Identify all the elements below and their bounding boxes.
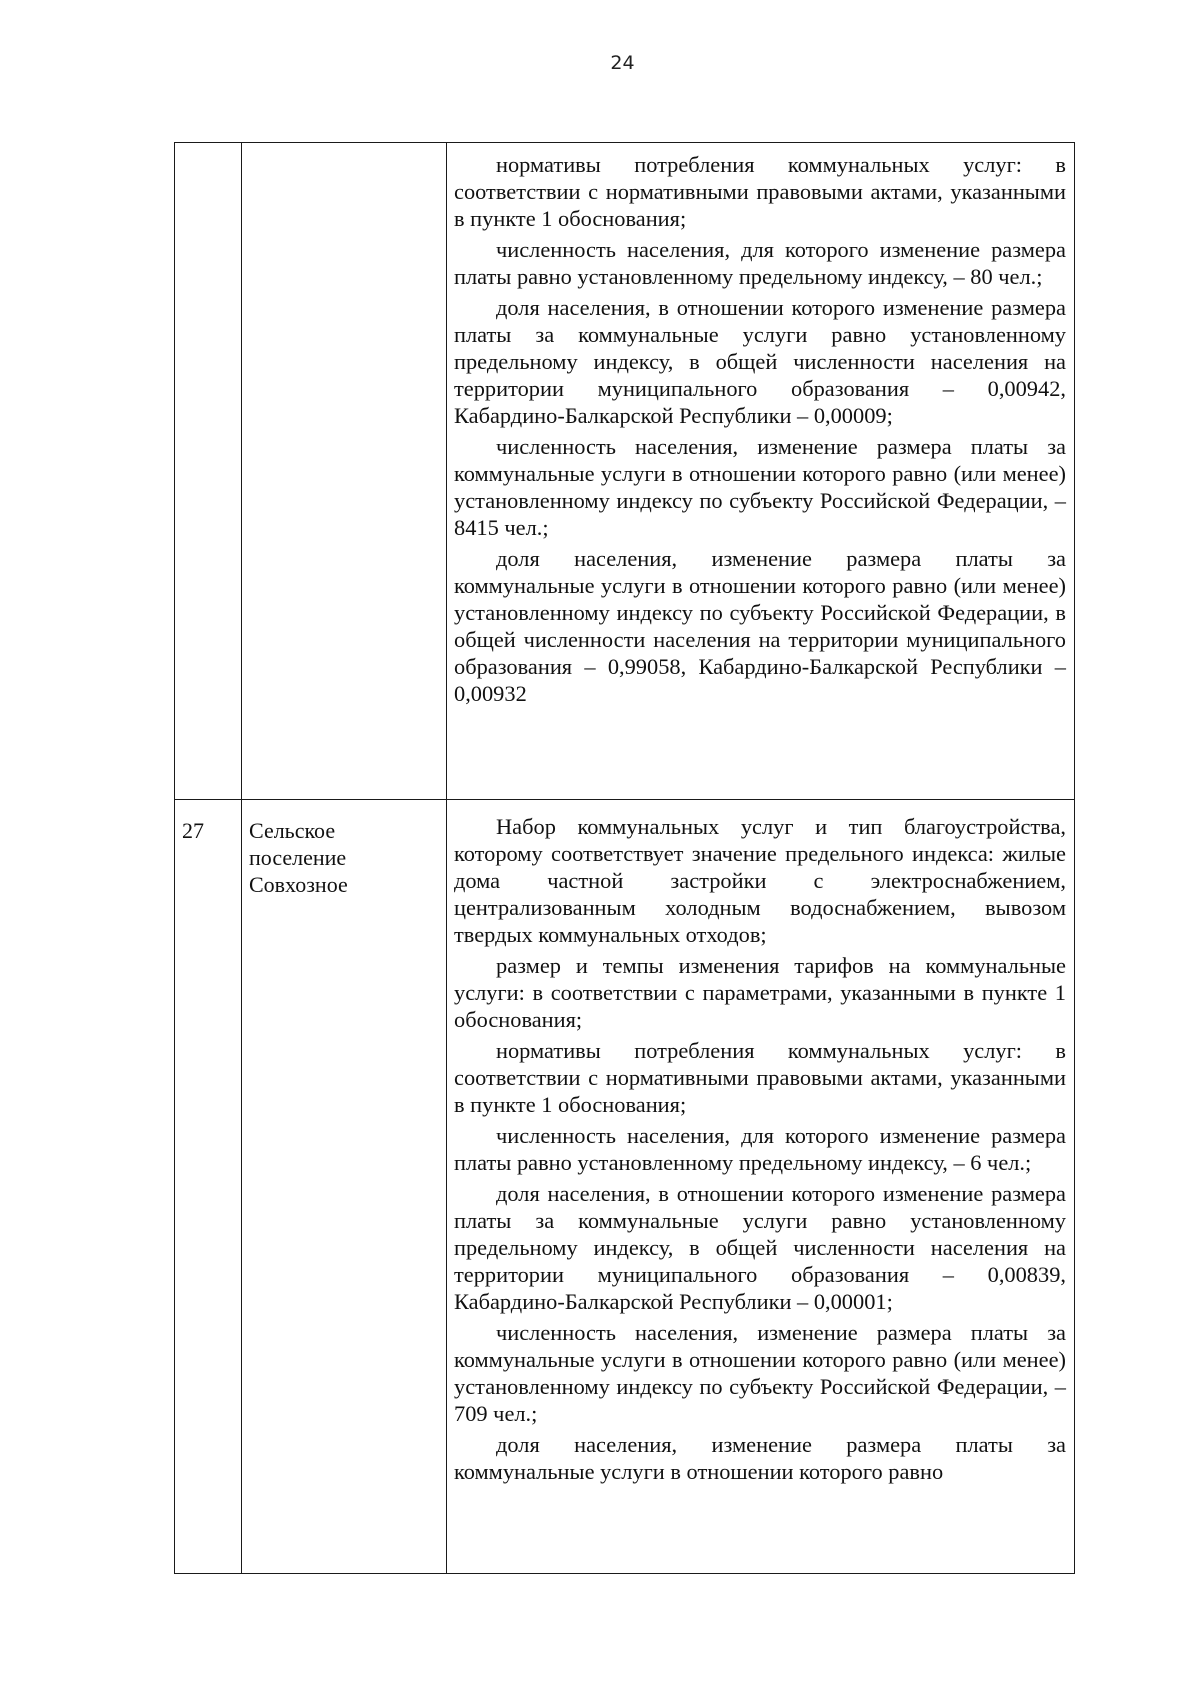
description-paragraph: доля населения, изменение размера платы за коммунальные услуги в отношении которого равно (или менее) установленному индексу по субъекту Российской Федерации, в общей численности населения на территории муниципального образования – 0,99058, Кабардино-Балкарской Республики – 0,00932 — [454, 546, 1066, 706]
description-paragraph: численность населения, изменение размера платы за коммунальные услуги в отношении которого равно (или менее) установленному индексу по субъекту Российской Федерации, – 8415 чел.; — [454, 434, 1066, 540]
description-cell — [447, 143, 1075, 800]
settlement-name-line: поселение — [249, 845, 347, 870]
row-number-cell — [175, 143, 242, 800]
description-paragraph: численность населения, для которого изменение размера платы равно установленному предельному индексу, – 6 чел.; — [454, 1123, 1066, 1175]
description-cell — [447, 800, 1075, 1574]
description-paragraph: нормативы потребления коммунальных услуг: в соответствии с нормативными правовыми актами, указанными в пункте 1 обоснования; — [454, 152, 1066, 231]
description-paragraph: численность населения, для которого изменение размера платы равно установленному предельному индексу, – 80 чел.; — [454, 237, 1066, 289]
data-table — [174, 142, 1075, 1574]
description-paragraph: численность населения, изменение размера платы за коммунальные услуги в отношении которого равно (или менее) установленному индексу по субъекту Российской Федерации, – 709 чел.; — [454, 1320, 1066, 1426]
description-paragraph: нормативы потребления коммунальных услуг: в соответствии с нормативными правовыми актами, указанными в пункте 1 обоснования; — [454, 1038, 1066, 1117]
settlement-name-cell — [242, 800, 447, 1574]
description-paragraph: доля населения, в отношении которого изменение размера платы за коммунальные услуги равно установленному предельному индексу, в общей численности населения на территории муниципального образования – 0,00839, Кабардино-Балкарской Республики – 0,00001; — [454, 1181, 1066, 1314]
page-number: 24 — [610, 52, 635, 74]
description-paragraph: размер и темпы изменения тарифов на коммунальные услуги: в соответствии с параметрами, указанными в пункте 1 обоснования; — [454, 953, 1066, 1032]
description-paragraph: доля населения, изменение размера платы за коммунальные услуги в отношении которого равно — [454, 1432, 1066, 1484]
settlement-name-cell — [242, 143, 447, 800]
description-paragraph: доля населения, в отношении которого изменение размера платы за коммунальные услуги равно установленному предельному индексу, в общей численности населения на территории муниципального образования – 0,00942, Кабардино-Балкарской Республики – 0,00009; — [454, 295, 1066, 428]
table-row — [175, 800, 1075, 1574]
settlement-name-line: Сельское — [249, 818, 336, 843]
settlement-name-line: Совхозное — [249, 872, 348, 897]
table-row — [175, 143, 1075, 800]
description-paragraph: Набор коммунальных услуг и тип благоустройства, которому соответствует значение предельного индекса: жилые дома частной застройки с электроснабжением, централизованным холодным водоснабжением, вывозом твердых коммунальных отходов; — [454, 814, 1066, 947]
row-number-cell: 27 — [175, 800, 242, 1574]
